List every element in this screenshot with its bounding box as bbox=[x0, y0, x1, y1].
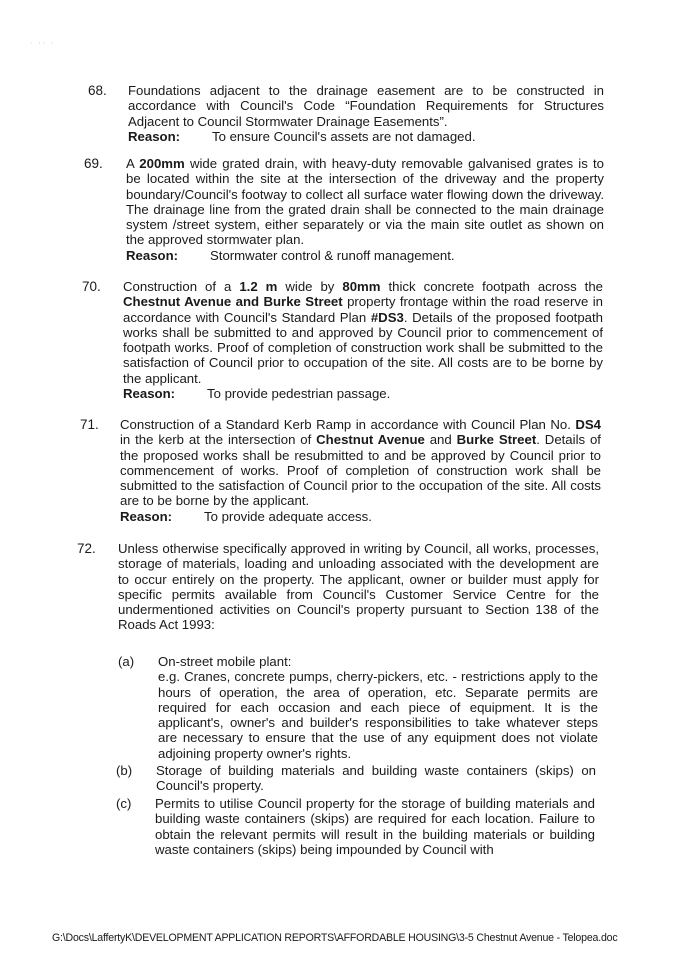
reason-text: Stormwater control & runoff management. bbox=[210, 247, 455, 263]
reason-line bbox=[123, 386, 603, 401]
reason-label: Reason: bbox=[120, 508, 173, 524]
condition-number: 71. bbox=[80, 417, 99, 432]
subitem-text: Storage of building materials and building waste containers (skips) on Council's property. bbox=[156, 763, 596, 794]
reason-label: Reason: bbox=[123, 386, 176, 402]
reason-label: Reason: bbox=[126, 247, 179, 263]
reason-text: To provide adequate access. bbox=[204, 508, 372, 524]
reason-text: To ensure Council's assets are not damaged. bbox=[212, 128, 476, 144]
subitem-label: (c) bbox=[116, 796, 132, 811]
condition-text: Construction of a 1.2 m wide by 80mm thick concrete footpath across the Chestnut Avenue and Burke Street property frontage within the road reserve in accordance with Council's Standard Plan #DS3. Details of the proposed footpath works shall be submitted to and approved by Council prior to commencement of footpath works. Proof of completion of construction work shall be submitted to the satisfaction of Council prior to occupation of the site. All costs are to be borne by the applicant. Reason: To provide pedestrian passage. bbox=[123, 279, 603, 402]
condition-number: 69. bbox=[84, 156, 103, 171]
subitem-text: On-street mobile plant: e.g. Cranes, concrete pumps, cherry-pickers, etc. - restrictions apply to the hours of operation, the area of operation, etc. Separate permits are required for each occasion and each piece of equipment. It is the applicant's, owner's and builder's responsibilities to take whatever steps are necessary to ensure that the use of any equipment does not violate adjoining property owner's rights. bbox=[158, 654, 598, 761]
condition-number: 70. bbox=[82, 279, 101, 294]
scan-speckle: · ·· · bbox=[30, 40, 56, 47]
subitem-label: (a) bbox=[118, 654, 135, 669]
reason-line bbox=[120, 509, 601, 524]
condition-text: A 200mm wide grated drain, with heavy-duty removable galvanised grates is to be located within the site at the intersection of the driveway and the property boundary/Council's footway to collect all surface water flowing down the driveway. The drainage line from the grated drain shall be connected to the main drainage system /street system, either separately or via the main site outlet as shown on the approved stormwater plan. Reason: Stormwater control & runoff management. bbox=[126, 156, 605, 263]
document-footer-path: G:\Docs\LaffertyK\DEVELOPMENT APPLICATION REPORTS\AFFORDABLE HOUSING\3-5 Chestnut Avenue - Telopea.doc bbox=[52, 932, 618, 944]
reason-text: To provide pedestrian passage. bbox=[207, 386, 391, 402]
condition-number: 72. bbox=[77, 541, 96, 556]
subitem-text: Permits to utilise Council property for the storage of building materials and building waste containers (skips) are required for each location. Failure to obtain the relevant permits will result in the building materials or building waste containers (skips) being impounded by Council with bbox=[155, 796, 595, 857]
reason-line bbox=[126, 248, 604, 263]
condition-number: 68. bbox=[88, 83, 107, 98]
reason-line bbox=[128, 129, 604, 144]
condition-text: Foundations adjacent to the drainage easement are to be constructed in accordance with Council's Code “Foundation Requirements for Structures Adjacent to Council Stormwater Drainage Easements”. Reason: To ensure Council's assets are not damaged. bbox=[128, 83, 604, 144]
subitem-label: (b) bbox=[116, 763, 133, 778]
condition-text: Construction of a Standard Kerb Ramp in accordance with Council Plan No. DS4 in the kerb at the intersection of Chestnut Avenue and Burke Street. Details of the proposed works shall be resubmitted to and be approved by Council prior to commencement of works. Proof of completion of construction work shall be submitted to the satisfaction of Council prior to the occupation of the site. All costs are to be borne by the applicant. Reason: To provide adequate access. bbox=[120, 417, 601, 524]
reason-label: Reason: bbox=[128, 128, 181, 144]
condition-text: Unless otherwise specifically approved in writing by Council, all works, processes, storage of materials, loading and unloading associated with the development are to occur entirely on the property. The applicant, owner or builder must apply for specific permits available from Council's Customer Service Centre for the undermentioned activities on Council's property pursuant to Section 138 of the Roads Act 1993: bbox=[118, 541, 599, 633]
